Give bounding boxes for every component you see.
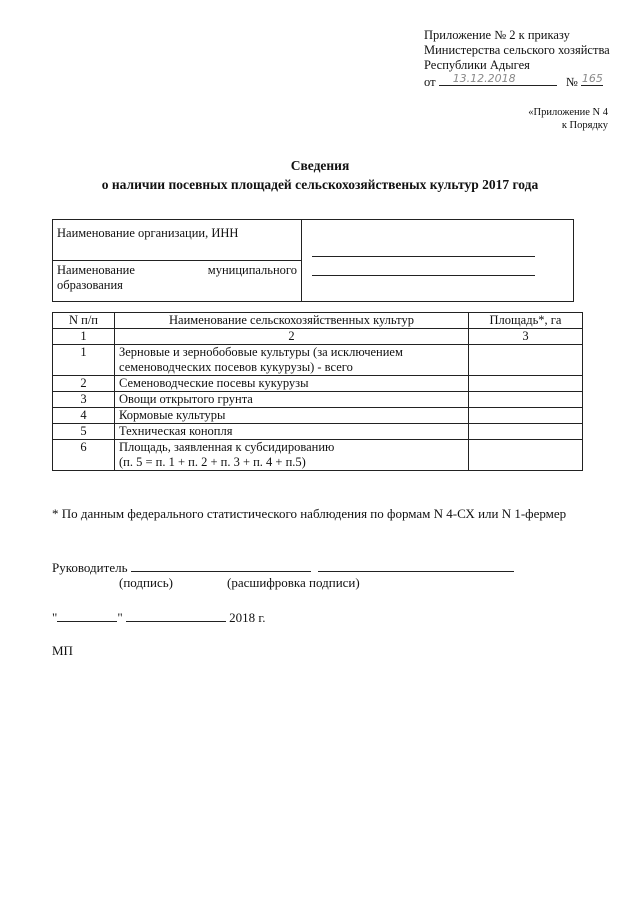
document-subtitle: о наличии посевных площадей сельскохозяйственых культур 2017 года — [101, 177, 539, 192]
number-label: № — [565, 75, 578, 89]
date-close-quote: " — [117, 610, 123, 625]
header-line-3: Республики Адыгея — [424, 58, 530, 72]
table-row — [53, 408, 583, 424]
month-field[interactable] — [126, 608, 226, 622]
handwritten-date: 13.12.2018 — [452, 72, 516, 85]
prev-attachment-line-1: «Приложение N 4 — [528, 107, 608, 118]
row-area-input[interactable] — [469, 376, 583, 392]
row-number: 6 — [53, 440, 115, 471]
table-row — [53, 345, 583, 376]
municipal-label-right: муниципального — [207, 263, 297, 277]
row-area-input[interactable] — [469, 440, 583, 471]
header-area: Площадь*, га — [469, 313, 583, 329]
number-field — [581, 73, 603, 86]
day-field[interactable] — [57, 608, 117, 622]
crops-header-row — [53, 313, 583, 329]
header-line-2: Министерства сельского хозяйства — [424, 43, 610, 57]
date-open-quote: " — [52, 610, 58, 625]
row-number: 2 — [53, 376, 115, 392]
prev-attachment-line-2: к Порядку — [561, 120, 608, 131]
org-fill-line-1 — [312, 256, 535, 257]
row-area-input[interactable] — [469, 345, 583, 376]
column-number-1: 1 — [53, 329, 115, 345]
document-title: Сведения — [290, 158, 350, 173]
date-field — [439, 73, 557, 86]
table-row — [53, 424, 583, 440]
row-crop-name: Семеноводческие посевы кукурузы — [115, 376, 469, 392]
row-crop-name-line-2: семеноводческих посевов кукурузы) - всего — [119, 360, 353, 374]
row-crop-name-line-2: (п. 5 = п. 1 + п. 2 + п. 3 + п. 4 + п.5) — [119, 455, 306, 469]
table-row — [53, 376, 583, 392]
row-area-input[interactable] — [469, 392, 583, 408]
org-value-cell[interactable] — [302, 220, 574, 302]
table-row — [53, 440, 583, 471]
signature-decode-caption: (расшифровка подписи) — [227, 575, 360, 590]
organization-table — [52, 219, 574, 302]
from-label: от — [424, 75, 436, 89]
org-fill-line-2 — [312, 275, 535, 276]
year-text: 2018 г. — [229, 610, 266, 625]
municipal-label-line2: образования — [57, 278, 123, 292]
org-label-cell — [53, 220, 302, 261]
previous-attachment-note — [528, 106, 608, 132]
column-number-2: 2 — [115, 329, 469, 345]
row-crop-name: Овощи открытого грунта — [115, 392, 469, 408]
footnote: * По данным федерального статистического наблюдения по формам N 4-СХ или N 1-фермер — [52, 506, 567, 521]
row-number: 3 — [53, 392, 115, 408]
column-number-row — [53, 329, 583, 345]
row-crop-name-line-1: Площадь, заявленная к субсидированию — [119, 440, 335, 454]
municipal-label-row — [57, 263, 297, 278]
row-number: 5 — [53, 424, 115, 440]
date-line — [52, 608, 266, 626]
table-row — [53, 392, 583, 408]
stamp-label: МП — [52, 643, 73, 658]
signature-field[interactable] — [131, 558, 311, 572]
signature-caption: (подпись) — [119, 575, 173, 590]
header-crop-name: Наименование сельскохозяйственных культур — [115, 313, 469, 329]
row-area-input[interactable] — [469, 424, 583, 440]
order-attachment-header — [424, 28, 610, 90]
column-number-3: 3 — [469, 329, 583, 345]
row-area-input[interactable] — [469, 408, 583, 424]
row-crop-name — [115, 440, 469, 471]
crops-table — [52, 312, 583, 471]
row-crop-name: Кормовые культуры — [115, 408, 469, 424]
row-number: 1 — [53, 345, 115, 376]
signature-decode-field[interactable] — [318, 558, 514, 572]
row-crop-name: Техническая конопля — [115, 424, 469, 440]
row-crop-name — [115, 345, 469, 376]
municipal-label-left: Наименование — [57, 263, 135, 277]
row-number: 4 — [53, 408, 115, 424]
header-date-number-line — [424, 73, 610, 90]
header-num: N п/п — [53, 313, 115, 329]
municipal-label-cell — [53, 261, 302, 302]
handwritten-number: 165 — [581, 72, 603, 85]
row-crop-name-line-1: Зерновые и зернобобовые культуры (за исключением — [119, 345, 403, 359]
org-label: Наименование организации, ИНН — [57, 226, 239, 240]
head-label: Руководитель — [52, 560, 128, 575]
header-line-1: Приложение № 2 к приказу — [424, 28, 570, 42]
